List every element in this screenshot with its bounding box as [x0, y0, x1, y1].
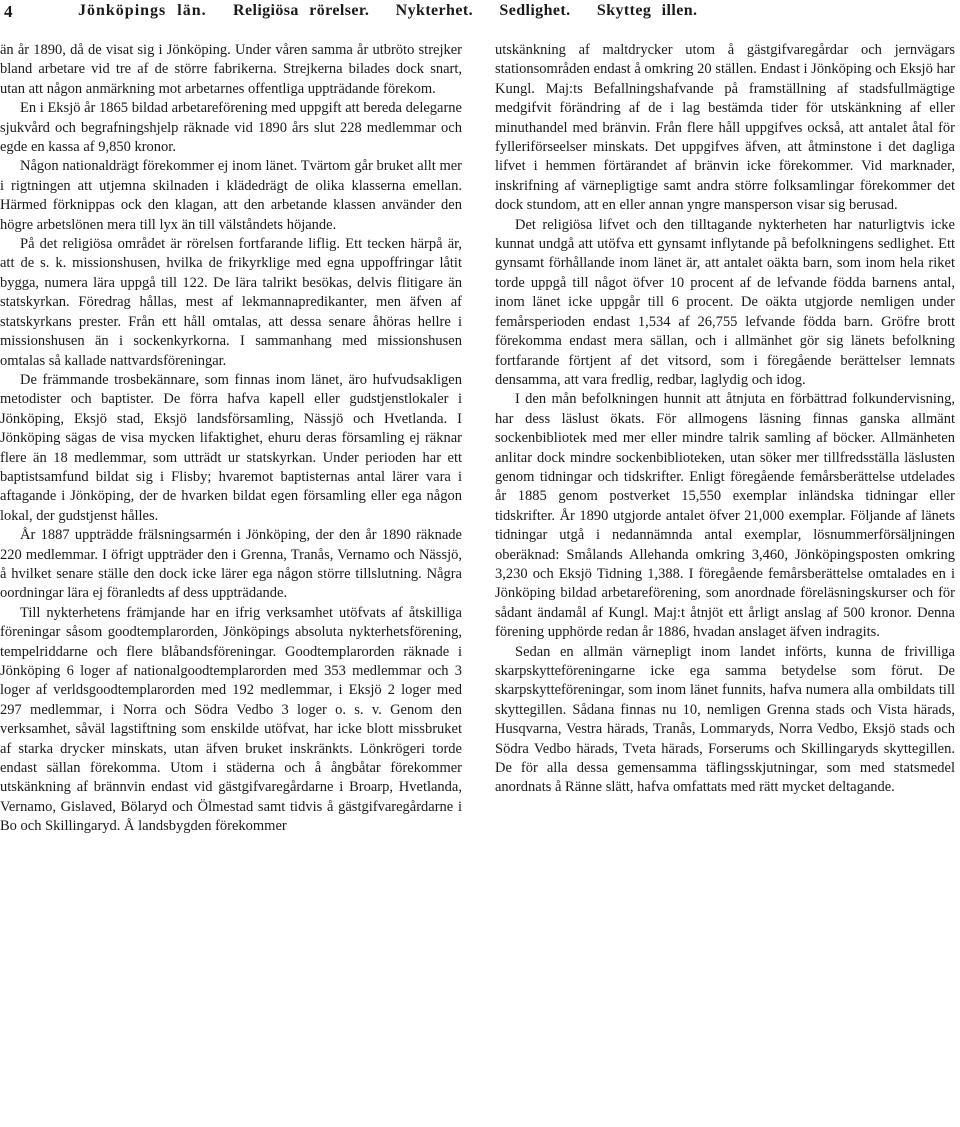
- page-number: 4: [4, 2, 13, 21]
- paragraph: På det religiösa området är rörelsen fortfarande liflig. Ett tecken härpå är, att de s. k. missionshusen, hvilka de frikyrklige med egna uppoffringar låtit bygga, numera lära uppgå till 122. De lära talrikt besökas, delvis flitigare än statskyrkan. Föredrag hållas, mest af lekmannapredikanter, men äfven af statskyrkans prester. Från ett håll omtalas, att dessa senare åhöras hellre i missionshusen än i sockenkyrkorna. I sammanhang med missionshusen omtalas så kallade nattvardsföreningar.: [0, 236, 462, 369]
- paragraph: Någon nationaldrägt förekommer ej inom länet. Tvärtom går bruket allt mer i rigtningen att utjemna skilnaden i klädedrägt de olika klasserna emellan. Härmed förknippas ock den klagan, att den arbetande klassen använder den högre arbetslönen mera till lyx än till välståndets höjande.: [0, 158, 462, 233]
- left-column: [0, 41, 462, 837]
- paragraph: I den mån befolkningen hunnit att åtnjuta en förbättrad folkundervisning, har dess läslust ökats. För allmogens läsning finnas ganska allmänt sockenbibliotek med mer eller mindre talrik samling af böcker. Allmänheten anlitar dock mindre sockenbiblioteken, utan söker mer tillfredsställa läslusten genom tidningar och tidskrifter. Enligt föregående femårsberättelse utdelades år 1885 genom postverket 15,550 exemplar inländska tidningar eller tidskrifter. År 1890 utgjorde antalet öfver 21,000 exemplar. Följande af länets tidningar utgå i nedannämnda antal exemplar, lösnummerförsäljningen oberäknad: Smålands Allehanda omkring 3,460, Jönköpingsposten omkring 3,230 och Eksjö Tidning 1,388. I föregående femårsberättelse omtalades en i Jönköping bildad arbetareförening, som anordnade föreläsningskurser och för sådant ändamål af Kungl. Maj:t åtnjöt ett årligt anslag af 500 kronor. Denna förening upphörde redan år 1886, hvadan anslaget äfven indragits.: [495, 391, 955, 641]
- paragraph: Till nykterhetens främjande har en ifrig verksamhet utöfvats af åtskilliga föreningar såsom goodtemplarorden, Jönköpings absoluta nykterhetsförening, tempelriddarne och flere blåbandsföreningar. Goodtemplarorden räknade i Jönköping 6 loger af nationalgoodtemplarorden med 353 medlemmar och 3 loger af verldsgoodtemplarorden med 192 medlemmar, i Eksjö 2 loger med 297 medlemmar, i Norra och Södra Vedbo 3 loger o. s. v. Genom den verksamhet, såväl lagstiftning som enskilde utöfvat, har icke blott missbruket af starka drycker minskats, utan äfven bruket inskränkts. Lönkrögeri torde endast sällan förekomma. Utom i städerna och å ångbåtar förekommer utskänkning af brännvin endast vid gästgifvaregårdarne i Broarp, Hvetlanda, Vernamo, Gislaved, Bölaryd och Ölmestad samt tidvis å gästgifvaregårdarne i Bo och Skillingaryd. Å landsbygden förekommer: [0, 604, 462, 835]
- running-head-topic: Skytteg illen.: [596, 2, 698, 19]
- paragraph: En i Eksjö år 1865 bildad arbetareförening med uppgift att bereda delegarne sjukvård och begrafningshjelp räknade vid 1890 års slut 228 medlemmar och egde en kassa af 9,850 kronor.: [0, 100, 462, 156]
- paragraph: De främmande trosbekännare, som finnas inom länet, äro hufvudsakligen metodister och baptister. De förra hafva kapell eller gudstjenstlokaler i Jönköping, Eksjö stad, Eksjö landsförsamling, Nässjö och Hvetlanda. I Jönköping sägas de visa mycken lifaktighet, ehuru deras församling ej räknar flere än 18 medlemmar, som utträdt ur statskyrkan. Under perioden har ett baptistsamfund bildat sig i Flisby; hvaremot baptisternas antal lärer vara i aftagande i Jönköping, der de hvarken bildat egen församling eller ega någon lokal, der gudstjenst hålles.: [0, 371, 462, 524]
- running-head-topic: Religiösa rörelser.: [233, 2, 370, 19]
- running-head-place: Jönköpings län.: [78, 2, 207, 19]
- paragraph: År 1887 uppträdde frälsningsarmén i Jönköping, der den år 1890 räknade 220 medlemmar. I öfrigt uppträder den i Grenna, Tranås, Vernamo och Nässjö, å hvilket senare ställe den dock icke lärer ega någon större tillslutning. Några oordningar lära ej föranledts af dess uppträdande.: [0, 527, 462, 602]
- right-column: [495, 41, 955, 798]
- page-header: [0, 0, 960, 30]
- running-head-topic: Nykterhet.: [395, 2, 473, 19]
- running-head-topic: Sedlighet.: [499, 2, 571, 19]
- paragraph: än år 1890, då de visat sig i Jönköping. Under våren samma år utbröto strejker bland arbetare vid tre af de större fabrikerna. Strejkerna bilades dock snart, utan att någon anmärkning mot arbetarnes offentliga uppträdande förekom.: [0, 42, 462, 97]
- paragraph: Det religiösa lifvet och den tilltagande nykterheten har naturligtvis icke kunnat undgå att utöfva ett gynsamt inflytande på befolkningens sedlighet. Ett gynsamt förhållande inom länet är, att antalet oäkta barn, som inom hela riket torde uppgå till något öfver 10 procent af de lefvande födda barnens antal, inom länet icke uppgår till 6 procent. De oäkta utgjorde nemligen under femårsperioden endast 1,534 af 26,755 lefvande födda barn. Gröfre brott förekomma endast mera sällan, och i allmänhet gör sig länets befolkning fortfarande förtjent af det vitsord, som i föregående berättelser lemnats densamma, att vara fredlig, redbar, laglydig och idog.: [495, 216, 955, 388]
- running-head: [78, 2, 713, 20]
- paragraph: Sedan en allmän värnepligt inom landet införts, kunna de frivilliga skarpskytteföreningarne icke ega samma betydelse som förut. De skarpskytteföreningar, som inom länet funnits, hafva numera alla ombildats till skyttegillen. Sådana finnas nu 10, nemligen Grenna stads och Vista härads, Husqvarna, Vestra härads, Tranås, Lommaryds, Norra Vedbo, Eksjö stads och Södra Vedbo härads, Tveta härads, Forserums och Skillingaryds skyttegillen. De för alla dessa gemensamma täflingsskjutningar, som med statsmedel anordnats å Ränne slätt, hafva omfattats med rätt mycket deltagande.: [495, 643, 955, 796]
- paragraph: utskänkning af maltdrycker utom å gästgifvaregårdar och jernvägars stationsområden endast å omkring 20 ställen. Endast i Jönköping och Eksjö har Kungl. Maj:ts Befallningshafvande på framställning af stadsfullmägtige medgifvit förändring af de i lag bestämda tider för utskänkning af eller minuthandel med bränvin. Från flere håll uppgifves också, att antalet åtal för fylleriförseelser minskats. Det uppgifves äfven, att åtminstone i det dagliga lifvet i hemmen förtärandet af bränvin icke förekommer. Vid marknader, inskrifning af värnepligtige samt andra större folksamlingar förekommer det dock stundom, att en eller annan yngre mansperson visar sig berusad.: [495, 42, 955, 214]
